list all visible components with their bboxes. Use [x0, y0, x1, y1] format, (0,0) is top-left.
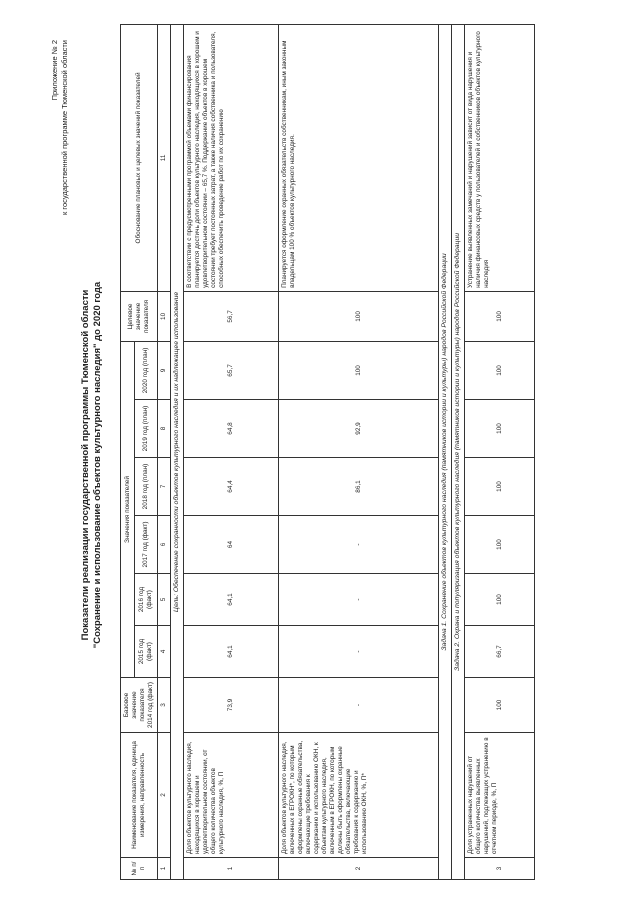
header-2016: 2016 год (факт): [135, 574, 158, 626]
header-2019: 2019 год (план): [135, 400, 158, 458]
value-2018: 64,4: [184, 458, 279, 516]
value-2019: 100: [465, 400, 535, 458]
value-2017: 100: [465, 516, 535, 574]
value-2016: 100: [465, 574, 535, 626]
table-row: [184, 24, 279, 879]
col-index: 8: [158, 400, 171, 458]
indicator-name: Доля объектов культурного наследия, находящихся в хорошем и удовлетворительном состоянии, от общего количества объектов культурного наследия, %, П: [184, 733, 279, 858]
base-value: -: [279, 678, 439, 733]
col-index: 7: [158, 458, 171, 516]
value-2015: 64,1: [184, 626, 279, 678]
value-2015: 66,7: [465, 626, 535, 678]
header-name: Наименование показателя, единица измерения, направленность: [121, 733, 158, 858]
row-num: 2: [279, 858, 439, 880]
value-2019: 92,9: [279, 400, 439, 458]
document-title: [80, 145, 104, 785]
row-num: 1: [184, 858, 279, 880]
indicators-table: [120, 24, 535, 880]
header-2017: 2017 год (факт): [135, 516, 158, 574]
value-2017: -: [279, 516, 439, 574]
value-2016: -: [279, 574, 439, 626]
base-value: 100: [465, 678, 535, 733]
value-2020: 65,7: [184, 341, 279, 399]
header-base: Базовое значение показателя 2014 год (факт): [121, 678, 158, 733]
value-2018: 100: [465, 458, 535, 516]
target-value: 100: [465, 291, 535, 341]
col-index: 4: [158, 626, 171, 678]
goal-row: [171, 24, 184, 879]
col-index: 6: [158, 516, 171, 574]
rationale-text: Планируется оформление охранных обязательств собственникам, иным законным владельцам 100 % объектов культурного наследия.: [279, 24, 439, 291]
column-index-row: [158, 24, 171, 879]
goal-text: Цель: Обеспечение сохранности объектов культурного наследия и их надлежащее использование: [171, 24, 184, 879]
header-2018: 2018 год (план): [135, 458, 158, 516]
appendix-line1: Приложение № 2: [50, 40, 59, 101]
value-2017: 64: [184, 516, 279, 574]
task1-text: Задача 1. Сохранение объектов культурного наследия (памятников истории и культуры) народов Российской Федерации: [439, 24, 452, 879]
base-value: 73,9: [184, 678, 279, 733]
header-2020: 2020 год (план): [135, 341, 158, 399]
col-index: 10: [158, 291, 171, 341]
col-index: 3: [158, 678, 171, 733]
table-row: [279, 24, 439, 879]
header-2015: 2015 год (факт): [135, 626, 158, 678]
header-row-1: [121, 24, 135, 879]
title-line2: "Сохранение и использование объектов культурного наследия" до 2020 года: [92, 281, 103, 649]
target-value: 56,7: [184, 291, 279, 341]
table-row: [465, 24, 535, 879]
target-value: 100: [279, 291, 439, 341]
task2-text: Задача 2. Охрана и популяризация объектов культурного наследия (памятников истории и культуры) народов Российской Федерации: [452, 24, 465, 879]
appendix-note: [50, 40, 70, 215]
value-2020: 100: [279, 341, 439, 399]
appendix-line2: к государственной программе Тюменской области: [60, 40, 69, 215]
header-rationale: Обоснование плановых и целевых значений показателей: [121, 24, 158, 291]
value-2015: -: [279, 626, 439, 678]
header-values-group: Значения показателей: [121, 341, 135, 677]
row-num: 3: [465, 858, 535, 880]
col-index: 2: [158, 733, 171, 858]
title-line1: Показатели реализации государственной программы Тюменской области: [80, 289, 91, 641]
col-index: 11: [158, 24, 171, 291]
col-index: 5: [158, 574, 171, 626]
value-2018: 86,1: [279, 458, 439, 516]
task2-row: [452, 24, 465, 879]
indicator-name: Доля устраненных нарушений от общего количества выявленных нарушений, подлежащих устранению в отчетном периоде, %, П: [465, 733, 535, 858]
col-index: 1: [158, 858, 171, 880]
header-num: № п/п: [121, 858, 158, 880]
value-2019: 64,8: [184, 400, 279, 458]
indicator-name: Доля объектов культурного наследия, включенных в ЕГРОКН*, по которым оформлены охранные обязательства, включающие требования к содержанию и использованию ОКН, к объектам культурного наследия, включенным в ЕГРОКН, по которым должны быть оформлены охранные обязательства, включающие требования к содержанию и использованию ОКН, %, П*: [279, 733, 439, 858]
rationale-text: Устранение выявленных замечаний и нарушений зависит от вида нарушения и наличия финансовых средств у пользователей и собственников объектов культурного наследия: [465, 24, 535, 291]
header-target: Целевое значение показателя: [121, 291, 158, 341]
rationale-text: В соответствии с предусмотренными программой объемами финансирования планируется достичь доли объектов культурного наследия, находящихся в хорошем и удовлетворительном состоянии – 65,7 %. Поддержание объектов в хорошем состоянии требует постоянных затрат, а также наличия собственника и пользователя, способных обеспечить проведение работ по их сохранению: [184, 24, 279, 291]
value-2020: 100: [465, 341, 535, 399]
task1-row: [439, 24, 452, 879]
col-index: 9: [158, 341, 171, 399]
value-2016: 64,1: [184, 574, 279, 626]
